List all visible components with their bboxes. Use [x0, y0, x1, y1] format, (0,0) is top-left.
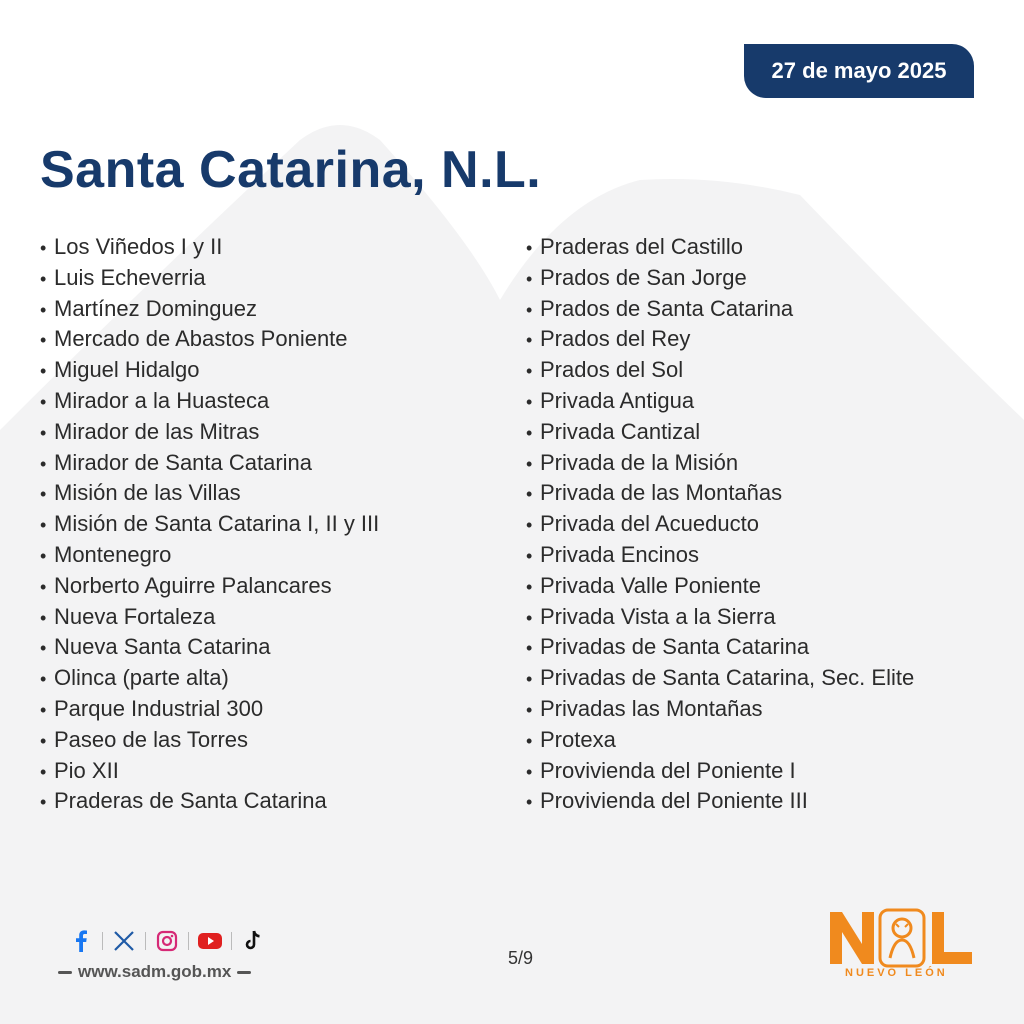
bullet-icon: • — [526, 699, 533, 720]
bullet-icon: • — [526, 453, 533, 474]
divider — [145, 932, 146, 950]
list-item-label: Misión de las Villas — [54, 480, 241, 506]
list-item-label: Luis Echeverria — [54, 264, 206, 290]
list-item — [40, 417, 379, 448]
divider — [102, 932, 103, 950]
bullet-icon: • — [526, 391, 533, 412]
page-title: Santa Catarina, N.L. — [40, 141, 542, 199]
bullet-icon: • — [40, 607, 47, 628]
list-item — [40, 725, 379, 756]
list-item-label: Parque Industrial 300 — [54, 695, 264, 721]
list-item — [526, 571, 914, 602]
list-item-label: Montenegro — [54, 541, 172, 567]
list-item — [526, 324, 914, 355]
bullet-icon: • — [526, 238, 533, 258]
list-item-label: Privada de la Misión — [540, 449, 739, 475]
list-item-label: Protexa — [540, 726, 616, 752]
bullet-icon: • — [40, 545, 47, 566]
list-item — [40, 232, 379, 263]
bullet-icon: • — [40, 638, 47, 659]
bullet-icon: • — [526, 299, 533, 320]
x-icon[interactable] — [111, 928, 137, 954]
social-links — [68, 928, 266, 954]
bullet-icon: • — [40, 238, 47, 258]
list-item-label: Praderas de Santa Catarina — [54, 788, 327, 814]
bullet-icon: • — [40, 330, 47, 351]
bullet-icon: • — [526, 730, 533, 751]
neighborhood-list-right — [526, 232, 914, 817]
list-item-label: Mercado de Abastos Poniente — [54, 326, 348, 352]
list-item-label: Paseo de las Torres — [54, 726, 249, 752]
list-item — [526, 386, 914, 417]
list-item-label: Privadas de Santa Catarina — [540, 634, 810, 660]
list-item — [40, 632, 379, 663]
bullet-icon: • — [526, 515, 533, 536]
list-item — [40, 478, 379, 509]
list-item — [526, 786, 914, 817]
dash — [58, 971, 72, 974]
bullet-icon: • — [40, 761, 47, 782]
list-item-label: Misión de Santa Catarina I, II y III — [54, 511, 380, 537]
bullet-icon: • — [40, 268, 47, 289]
list-item — [40, 509, 379, 540]
list-item-label: Nueva Santa Catarina — [54, 634, 271, 660]
bullet-icon: • — [526, 422, 533, 443]
list-item-label: Privadas las Montañas — [540, 695, 763, 721]
bullet-icon: • — [526, 761, 533, 782]
bullet-icon: • — [40, 422, 47, 443]
divider — [188, 932, 189, 950]
tiktok-icon[interactable] — [240, 928, 266, 954]
list-item-label: Prados del Rey — [540, 326, 691, 352]
list-item-label: Miguel Hidalgo — [54, 357, 200, 383]
list-item — [526, 632, 914, 663]
list-item — [526, 478, 914, 509]
list-item — [40, 540, 379, 571]
list-item — [526, 355, 914, 386]
bullet-icon: • — [526, 638, 533, 659]
list-item-label: Provivienda del Poniente I — [540, 757, 796, 783]
bullet-icon: • — [40, 515, 47, 536]
bullet-icon: • — [40, 484, 47, 505]
bullet-icon: • — [40, 699, 47, 720]
list-item — [40, 294, 379, 325]
bullet-icon: • — [526, 576, 533, 597]
list-item — [526, 509, 914, 540]
list-item — [40, 663, 379, 694]
list-item — [526, 663, 914, 694]
bullet-icon: • — [40, 299, 47, 320]
list-item — [40, 355, 379, 386]
bullet-icon: • — [40, 453, 47, 474]
list-item — [526, 756, 914, 787]
list-item — [40, 386, 379, 417]
list-item — [526, 417, 914, 448]
bullet-icon: • — [526, 792, 533, 813]
list-item — [526, 263, 914, 294]
list-item-label: Los Viñedos I y II — [54, 234, 223, 259]
bullet-icon: • — [526, 545, 533, 566]
list-item-label: Privada Antigua — [540, 387, 695, 413]
bullet-icon: • — [40, 669, 47, 690]
list-item — [40, 263, 379, 294]
neighborhood-list-left — [40, 232, 379, 817]
youtube-icon[interactable] — [197, 928, 223, 954]
divider — [231, 932, 232, 950]
list-item-label: Privada Vista a la Sierra — [540, 603, 776, 629]
list-item — [40, 786, 379, 817]
list-item — [526, 694, 914, 725]
list-item-label: Privada Encinos — [540, 541, 699, 567]
list-item-label: Provivienda del Poniente III — [540, 788, 808, 814]
dash — [237, 971, 251, 974]
list-item-label: Norberto Aguirre Palancares — [54, 572, 332, 598]
list-item-label: Privada Valle Poniente — [540, 572, 761, 598]
list-item-label: Prados de Santa Catarina — [540, 295, 794, 321]
website-text[interactable]: www.sadm.gob.mx — [78, 962, 232, 981]
list-item — [40, 571, 379, 602]
list-item — [40, 756, 379, 787]
bullet-icon: • — [40, 792, 47, 813]
list-item-label: Nueva Fortaleza — [54, 603, 216, 629]
list-item — [40, 694, 379, 725]
bullet-icon: • — [40, 576, 47, 597]
list-item-label: Mirador de las Mitras — [54, 418, 260, 444]
list-item-label: Mirador a la Huasteca — [54, 387, 270, 413]
list-item — [40, 324, 379, 355]
bullet-icon: • — [526, 330, 533, 351]
list-item-label: Mirador de Santa Catarina — [54, 449, 313, 475]
list-item-label: Privadas de Santa Catarina, Sec. Elite — [540, 665, 915, 691]
list-item-label: Privada de las Montañas — [540, 480, 783, 506]
list-item — [40, 448, 379, 479]
list-item-label: Privada Cantizal — [540, 418, 701, 444]
bullet-icon: • — [40, 730, 47, 751]
list-item — [526, 448, 914, 479]
list-item — [526, 294, 914, 325]
instagram-icon[interactable] — [154, 928, 180, 954]
list-item-label: Privada del Acueducto — [540, 511, 759, 537]
bullet-icon: • — [40, 361, 47, 382]
bullet-icon: • — [526, 268, 533, 289]
list-item — [526, 602, 914, 633]
bullet-icon: • — [526, 361, 533, 382]
list-item — [526, 540, 914, 571]
date-badge: 27 de mayo 2025 — [744, 44, 974, 98]
list-item-label: Pio XII — [54, 757, 119, 783]
bullet-icon: • — [526, 607, 533, 628]
logo-subtitle: NUEVO LEÓN — [845, 967, 948, 979]
list-item-label: Praderas del Castillo — [540, 234, 743, 259]
list-item — [526, 725, 914, 756]
list-item-label: Prados del Sol — [540, 357, 684, 383]
facebook-icon[interactable] — [68, 928, 94, 954]
list-item — [526, 232, 914, 263]
list-item-label: Prados de San Jorge — [540, 264, 747, 290]
list-item-label: Olinca (parte alta) — [54, 665, 229, 691]
bullet-icon: • — [40, 391, 47, 412]
list-item — [40, 602, 379, 633]
bullet-icon: • — [526, 669, 533, 690]
page-number: 5/9 — [508, 948, 534, 968]
list-item-label: Martínez Dominguez — [54, 295, 257, 321]
bullet-icon: • — [526, 484, 533, 505]
website-link[interactable] — [52, 962, 257, 982]
